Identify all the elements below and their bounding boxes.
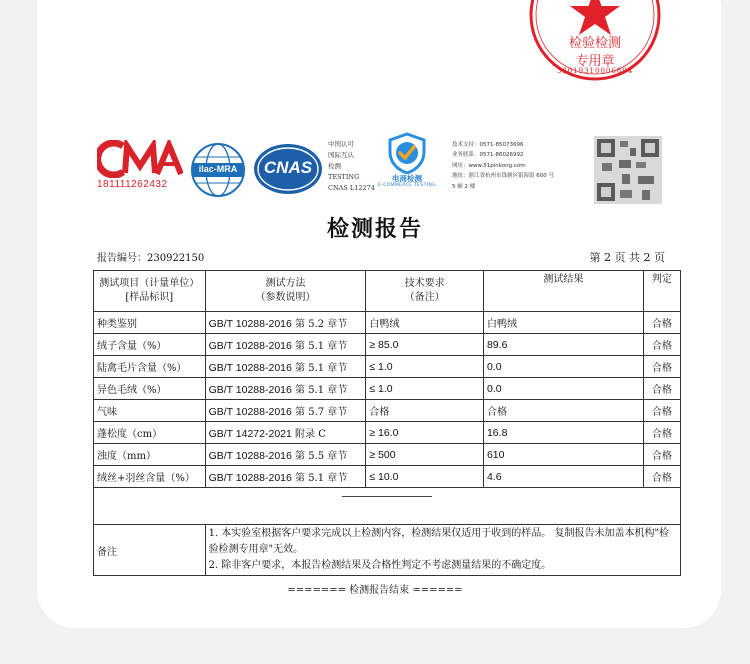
cnas-info-line: 国际互认	[328, 151, 354, 159]
report-title: 检测报告	[326, 216, 423, 242]
page-info: 第 2 页 共 2 页	[589, 251, 665, 264]
qr-code-icon	[594, 136, 662, 204]
table-header-row	[94, 271, 681, 312]
cnas-info-line: 检测	[328, 162, 341, 170]
table-row	[94, 422, 681, 444]
contact-address: 地址：浙江省杭州市钱塘区银海街 600 号	[452, 173, 554, 180]
row-method: GB/T 10288-2016 第 5.1 章节	[205, 466, 366, 488]
contact-tech-support: 技术支持：0571-85073696	[452, 142, 524, 148]
ecommerce-subtitle: E-COMMERCE TESTING	[378, 183, 436, 188]
col-header-judgement: 判定	[643, 271, 680, 312]
row-requirement: ≥ 85.0	[366, 334, 484, 356]
cma-number: 181111262432	[97, 179, 168, 190]
row-item: 种类鉴别	[94, 312, 206, 334]
row-requirement: ≤ 10.0	[366, 466, 484, 488]
row-requirement: 白鸭绒	[366, 312, 484, 334]
contact-business: 业务联系：0571-86026992	[452, 152, 524, 159]
note-item: 2. 除非客户要求，本报告检测结果及合格性判定不考虑测量结果的不确定度。	[208, 560, 552, 571]
qr-code	[594, 136, 662, 204]
row-result: 89.6	[483, 334, 643, 356]
cnas-info	[328, 139, 375, 194]
table-row	[94, 312, 681, 334]
row-requirement: ≥ 500	[366, 444, 484, 466]
notes-row	[94, 525, 681, 576]
row-result: 白鸭绒	[483, 312, 643, 334]
row-judgement: 合格	[643, 312, 680, 334]
ecommerce-title: 电商检测	[392, 174, 422, 183]
table-row	[94, 400, 681, 422]
cnas-info-line: CNAS L12274	[328, 184, 375, 192]
cnas-logo	[252, 142, 324, 196]
row-result: 16.8	[483, 422, 643, 444]
row-method: GB/T 10288-2016 第 5.1 章节	[205, 334, 366, 356]
row-result: 610	[483, 444, 643, 466]
end-of-items-cell	[94, 488, 681, 525]
col-header-result: 测试结果	[483, 271, 643, 312]
stamp-serial: 33019310006894	[556, 67, 634, 75]
ilac-mra-logo	[190, 142, 246, 198]
row-item: 气味	[94, 400, 206, 422]
row-judgement: 合格	[643, 356, 680, 378]
table-row	[94, 444, 681, 466]
contact-address-2: 5 幢 2 楼	[452, 183, 476, 190]
col-header-method: 测试方法 （参数说明）	[205, 271, 366, 312]
report-end-marker: ======= 检测报告结束 ======	[287, 585, 463, 596]
cma-logo	[97, 140, 183, 190]
row-item: 绒子含量（%）	[94, 334, 206, 356]
contact-info	[452, 140, 590, 192]
row-judgement: 合格	[643, 444, 680, 466]
row-method: GB/T 14272-2021 附录 C	[205, 422, 366, 444]
stamp-line1: 检验检测	[568, 36, 621, 51]
notes-label: 备注	[94, 525, 206, 576]
cnas-info-line: TESTING	[328, 173, 360, 181]
contact-website: 网址：www.51pinkong.com	[452, 162, 526, 169]
row-judgement: 合格	[643, 378, 680, 400]
row-method: GB/T 10288-2016 第 5.1 章节	[205, 378, 366, 400]
report-number: 报告编号：230922150	[97, 253, 205, 264]
shield-check-icon	[387, 132, 427, 174]
end-of-items-row	[94, 488, 681, 525]
row-result: 0.0	[483, 356, 643, 378]
row-judgement: 合格	[643, 334, 680, 356]
row-method: GB/T 10288-2016 第 5.1 章节	[205, 356, 366, 378]
cma-mark-icon	[97, 140, 183, 178]
row-item: 绒丝+羽丝含量（%）	[94, 466, 206, 488]
row-result: 0.0	[483, 378, 643, 400]
row-judgement: 合格	[643, 400, 680, 422]
table-row	[94, 466, 681, 488]
row-item: 蓬松度（cm）	[94, 422, 206, 444]
row-method: GB/T 10288-2016 第 5.5 章节	[205, 444, 366, 466]
row-method: GB/T 10288-2016 第 5.2 章节	[205, 312, 366, 334]
note-item: 1. 本实验室根据客户要求完成以上检测内容，检测结果仅适用于收到的样品。 复制报告未加盖本机构"检验检测专用章"无效。	[208, 528, 670, 555]
col-header-requirement: 技术要求 （备注）	[366, 271, 484, 312]
row-result: 合格	[483, 400, 643, 422]
ecommerce-testing-logo	[375, 132, 439, 188]
table-row	[94, 334, 681, 356]
row-result: 4.6	[483, 466, 643, 488]
stamp-line2: 专用章	[575, 54, 615, 69]
row-requirement: 合格	[366, 400, 484, 422]
col-header-item: 测试项目（计量单位） [样品标识]	[94, 271, 206, 312]
end-divider	[342, 496, 432, 497]
row-judgement: 合格	[643, 466, 680, 488]
row-method: GB/T 10288-2016 第 5.7 章节	[205, 400, 366, 422]
cnas-info-line: 中国认可	[328, 140, 354, 148]
cnas-text: CNAS	[263, 158, 313, 177]
row-requirement: ≤ 1.0	[366, 378, 484, 400]
table-row	[94, 356, 681, 378]
official-stamp	[528, 0, 662, 82]
results-table	[93, 270, 681, 576]
row-requirement: ≥ 16.0	[366, 422, 484, 444]
row-item: 异色毛绒（%）	[94, 378, 206, 400]
notes-content	[205, 525, 680, 576]
row-item: 浊度（mm）	[94, 444, 206, 466]
row-judgement: 合格	[643, 422, 680, 444]
ilac-mra-text: ilac-MRA	[198, 164, 238, 174]
row-requirement: ≤ 1.0	[366, 356, 484, 378]
row-item: 陆禽毛片含量（%）	[94, 356, 206, 378]
table-row	[94, 378, 681, 400]
